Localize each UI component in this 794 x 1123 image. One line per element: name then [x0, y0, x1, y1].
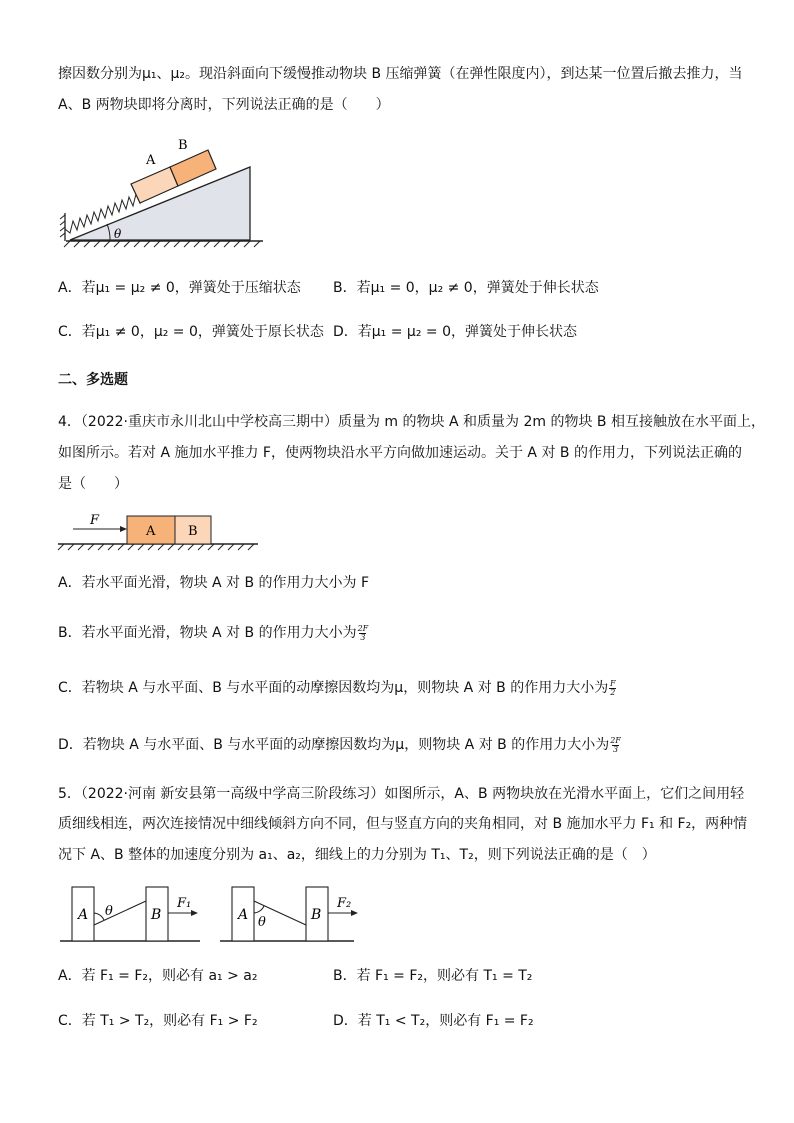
q4-option-d-text: D．若物块 A 与水平面、B 与水平面的动摩擦因数均为μ，则物块 A 对 B 的作用力大小为: [58, 737, 610, 753]
q4-ground-hatching: [58, 544, 258, 550]
q5-fig1-label-a: A: [78, 907, 89, 923]
label-a: A: [146, 153, 156, 168]
q4-option-d-fraction: [610, 737, 621, 754]
q4-option-d[interactable]: [58, 735, 621, 755]
q5-option-d[interactable]: D．若 T₁ < T₂，则必有 F₁ = F₂: [333, 1013, 534, 1029]
q5-text-line2: 质细线相连，两次连接情况中细线倾斜方向不同，但与竖直方向的夹角相同，对 B 施加水平力 F₁ 和 F₂，两种情: [58, 816, 748, 832]
wall-hatching: [60, 213, 65, 241]
q3-text-line1: 擦因数分别为μ₁、μ₂。现沿斜面向下缓慢推动物块 B 压缩弹簧（在弹性限度内），到达某一位置后撤去推力，当: [58, 66, 743, 82]
q5-option-c[interactable]: C．若 T₁ > T₂，则必有 F₁ > F₂: [58, 1013, 258, 1029]
q5-option-a[interactable]: A．若 F₁ = F₂，则必有 a₁ > a₂: [58, 968, 258, 984]
q5-text-line3: 况下 A、B 整体的加速度分别为 a₁、a₂，细线上的力分别为 T₁、T₂，则下列说法正确的是（ ）: [58, 847, 656, 863]
q5-fig1-force-label: F₁: [177, 896, 192, 911]
q4-text-line3: 是（ ）: [58, 476, 128, 492]
block-a: [131, 167, 178, 203]
q4-text-line2: 如图所示。若对 A 施加水平推力 F，使两物块沿水平方向做加速运动。关于 A 对 B 的作用力，下列说法正确的: [58, 445, 742, 461]
q5-figure-2: [220, 883, 365, 945]
q4-option-c[interactable]: [58, 678, 616, 698]
block-b: [170, 150, 216, 186]
q4-option-b-fraction: [358, 625, 369, 642]
q4-option-a[interactable]: A．若水平面光滑，物块 A 对 B 的作用力大小为 F: [58, 575, 370, 591]
fraction-denominator: 3: [360, 632, 366, 642]
label-b: B: [178, 138, 188, 153]
q4-option-c-text: C．若物块 A 与水平面、B 与水平面的动摩擦因数均为μ，则物块 A 对 B 的作用力大小为: [58, 680, 609, 696]
q3-option-c[interactable]: C．若μ₁ ≠ 0，μ₂ = 0，弹簧处于原长状态: [58, 324, 324, 340]
q3-text-line2: A、B 两物块即将分离时，下列说法正确的是（ ）: [58, 97, 390, 113]
fraction-denominator: 3: [612, 744, 619, 754]
q3-option-a[interactable]: A．若μ₁ = μ₂ ≠ 0，弹簧处于压缩状态: [58, 280, 301, 296]
fraction-denominator: 2: [610, 687, 616, 697]
fraction-numerator: F: [609, 678, 616, 688]
q5-option-b[interactable]: B．若 F₁ = F₂，则必有 T₁ = T₂: [333, 968, 533, 984]
q3-incline-figure: [58, 135, 268, 250]
q3-option-b[interactable]: B．若μ₁ = 0，μ₂ ≠ 0，弹簧处于伸长状态: [333, 280, 599, 296]
q5-fig2-label-a: A: [238, 907, 249, 923]
q5-fig1-string: [94, 901, 146, 925]
q4-force-arrow: [73, 526, 127, 532]
fraction-numerator: 2F: [610, 735, 621, 745]
q3-option-d[interactable]: D．若μ₁ = μ₂ = 0，弹簧处于伸长状态: [333, 324, 577, 340]
q4-force-label: F: [90, 513, 100, 528]
section-heading-multi-choice: 二、多选题: [58, 372, 128, 388]
q5-fig1-angle-arc: [94, 913, 104, 920]
q4-option-c-fraction: [609, 680, 616, 697]
q5-fig2-angle-label: θ: [258, 915, 266, 930]
angle-label: θ: [114, 227, 122, 241]
q4-text-line1: 4．（2022·重庆市永川北山中学校高三期中）质量为 m 的物块 A 和质量为 2m 的物块 B 相互接触放在水平面上，: [58, 414, 765, 430]
q5-fig2-force-label: F₂: [337, 896, 352, 911]
q5-figure-1: [60, 883, 205, 945]
fraction-numerator: 2F: [357, 623, 369, 633]
q5-fig2-label-b: B: [311, 907, 322, 923]
q4-option-b-text: B．若水平面光滑，物块 A 对 B 的作用力大小为: [58, 625, 357, 641]
q4-label-b: B: [188, 524, 198, 539]
q5-text-line1: 5．（2022·河南 新安县第一高级中学高三阶段练习）如图所示，A、B 两物块放在光滑水平面上，它们之间用轻: [58, 786, 745, 802]
q4-blocks-figure: [58, 508, 263, 553]
q4-label-a: A: [146, 524, 156, 539]
q5-fig2-angle-arc: [254, 906, 264, 913]
q5-fig1-angle-label: θ: [105, 904, 113, 919]
q4-option-b[interactable]: [58, 623, 368, 643]
ground-hatching: [64, 241, 263, 247]
q5-fig1-label-b: B: [151, 907, 162, 923]
